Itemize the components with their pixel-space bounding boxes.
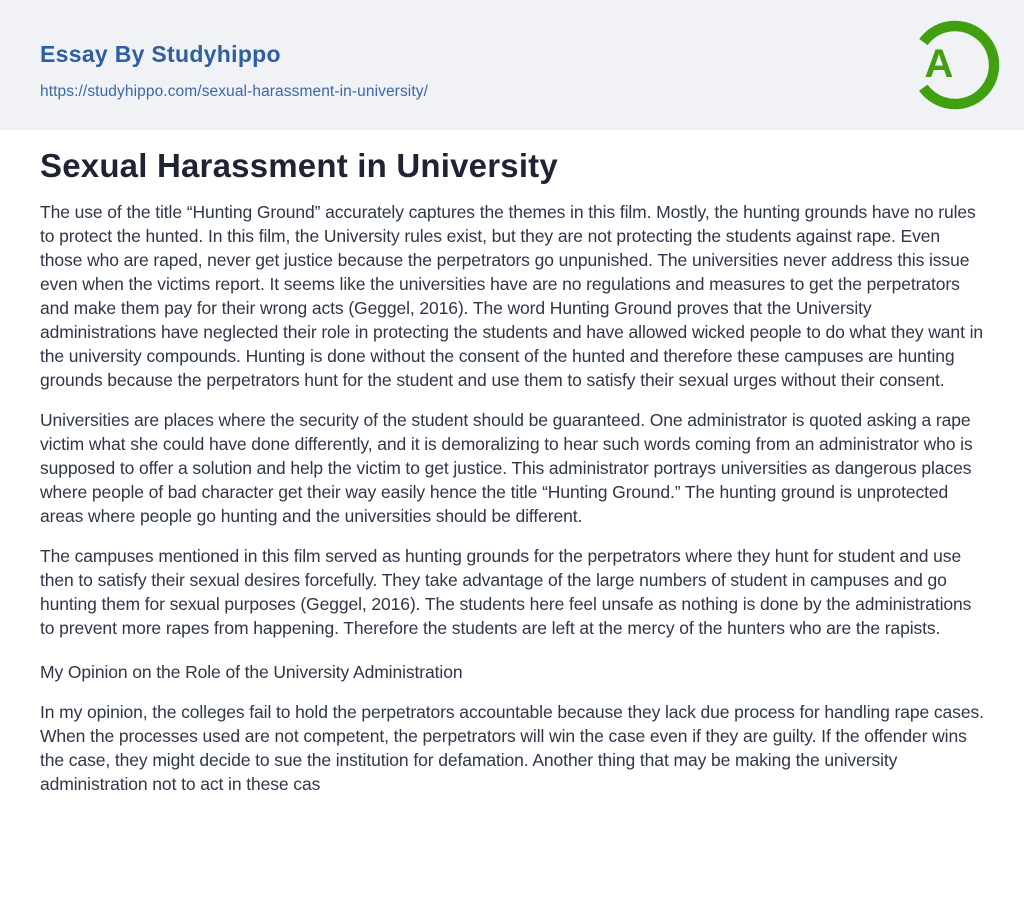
paragraph: The campuses mentioned in this film served as hunting grounds for the perpetrators where they hunt for student and use then to satisfy their sexual desires forcefully. They take advantage of the large numbers of student in campuses and go hunting them for sexual purposes (Geggel, 2016). The students here feel unsafe as nothing is done by the administrations to prevent more rapes from happening. Therefore the students are left at the mercy of the hunters who are the rapists.: [40, 546, 972, 638]
studyhippo-logo: [905, 15, 1005, 115]
logo-letter: A: [924, 42, 954, 86]
section-heading: My Opinion on the Role of the University Administration: [40, 662, 463, 682]
article-content: [0, 147, 1024, 796]
paragraph: In my opinion, the colleges fail to hold the perpetrators accountable because they lack due process for handling rape cases. When the processes used are not competent, the perpetrators will win the case even if they are guilty. If the offender wins the case, they might decide to sue the institution for defamation. Another thing that may be making the university administration not to act in these cas: [40, 702, 984, 794]
source-url-link[interactable]: https://studyhippo.com/sexual-harassment-in-university/: [40, 83, 428, 100]
paragraph: The use of the title “Hunting Ground” accurately captures the themes in this film. Mostly, the hunting grounds have no rules to protect the hunted. In this film, the University rules exist, but they are not protecting the students against rape. Even those who are raped, never get justice because the perpetrators go unpunished. The universities never address this issue even when the victims report. It seems like the universities have are no regulations and measures to get the perpetrators and make them pay for their wrong acts (Geggel, 2016). The word Hunting Ground proves that the University administrations have neglected their role in protecting the students and have allowed wicked people to do what they want in the university compounds. Hunting is done without the consent of the hunted and therefore these campuses are hunting grounds because the perpetrators hunt for the student and use them to satisfy their sexual urges without their consent.: [40, 202, 984, 390]
header-title: Essay By Studyhippo: [40, 41, 281, 67]
article-title: Sexual Harassment in University: [40, 147, 558, 184]
logo-arc-icon: [905, 15, 1005, 115]
paragraph: Universities are places where the security of the student should be guaranteed. One administrator is quoted asking a rape victim what she could have done differently, and it is demoralizing to hear such words coming from an administrator who is supposed to offer a solution and help the victim to get justice. This administrator portrays universities as dangerous places where people of bad character get their way easily hence the title “Hunting Ground.” The hunting ground is unprotected areas where people go hunting and the universities should be different.: [40, 410, 973, 526]
page-header: [0, 0, 1024, 130]
